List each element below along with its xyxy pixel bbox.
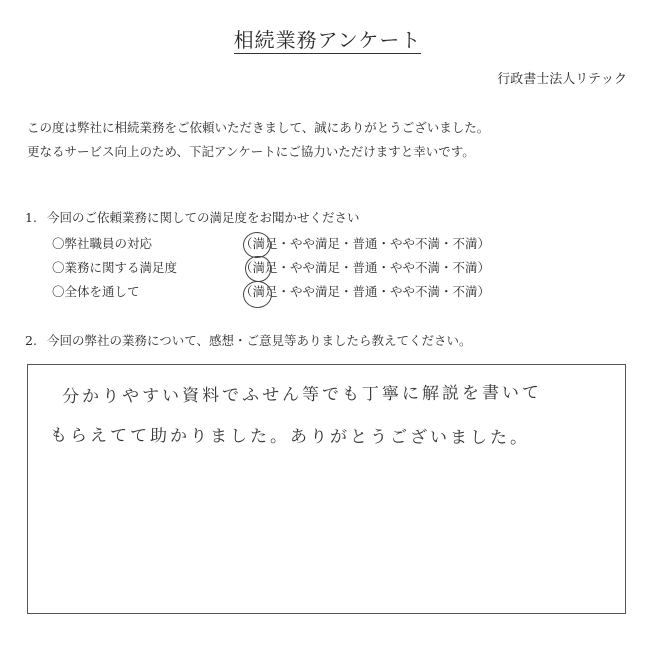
selection-circle-row-2 <box>245 256 271 282</box>
intro-paragraph <box>27 116 489 164</box>
question-2-number: 2. <box>25 333 37 348</box>
row-label: 〇全体を通して <box>52 284 140 299</box>
satisfaction-row-business <box>52 256 612 280</box>
satisfaction-rows <box>52 232 612 304</box>
satisfaction-row-overall <box>52 280 612 304</box>
rating-scale[interactable]: （満足・やや満足・普通・やや不満・不満） <box>240 284 491 299</box>
selection-circle-row-3 <box>243 281 272 308</box>
selection-circle-row-1 <box>243 232 271 258</box>
intro-line-1: この度は弊社に相続業務をご依頼いただきまして、誠にありがとうございました。 <box>27 120 490 135</box>
question-1-number: 1. <box>25 210 37 225</box>
row-label: 〇弊社職員の対応 <box>52 236 153 251</box>
question-1-heading <box>25 208 360 226</box>
company-name: 行政書士法人リテック <box>497 72 627 87</box>
handwritten-answer-line-2: もらえてて助かりました。ありがとうございました。 <box>49 425 531 449</box>
question-2-heading <box>25 331 472 349</box>
handwritten-answer-line-1: 分かりやすい資料でふせん等でも丁寧に解説を書いて <box>61 382 543 408</box>
question-2-text: 今回の弊社の業務について、感想・ご意見等ありましたら教えてください。 <box>47 333 472 348</box>
rating-scale[interactable]: （満足・やや満足・普通・やや不満・不満） <box>240 236 491 251</box>
intro-line-2: 更なるサービス向上のため、下記アンケートにご協力いただけますと幸いです。 <box>27 144 475 159</box>
document-title <box>0 24 655 53</box>
rating-scale[interactable]: （満足・やや満足・普通・やや不満・不満） <box>240 260 491 275</box>
title-text: 相続業務アンケート <box>233 28 422 52</box>
satisfaction-row-staff <box>52 232 612 256</box>
question-1-text: 今回のご依頼業務に関しての満足度をお聞かせください <box>47 210 360 225</box>
row-label: 〇業務に関する満足度 <box>52 260 178 275</box>
